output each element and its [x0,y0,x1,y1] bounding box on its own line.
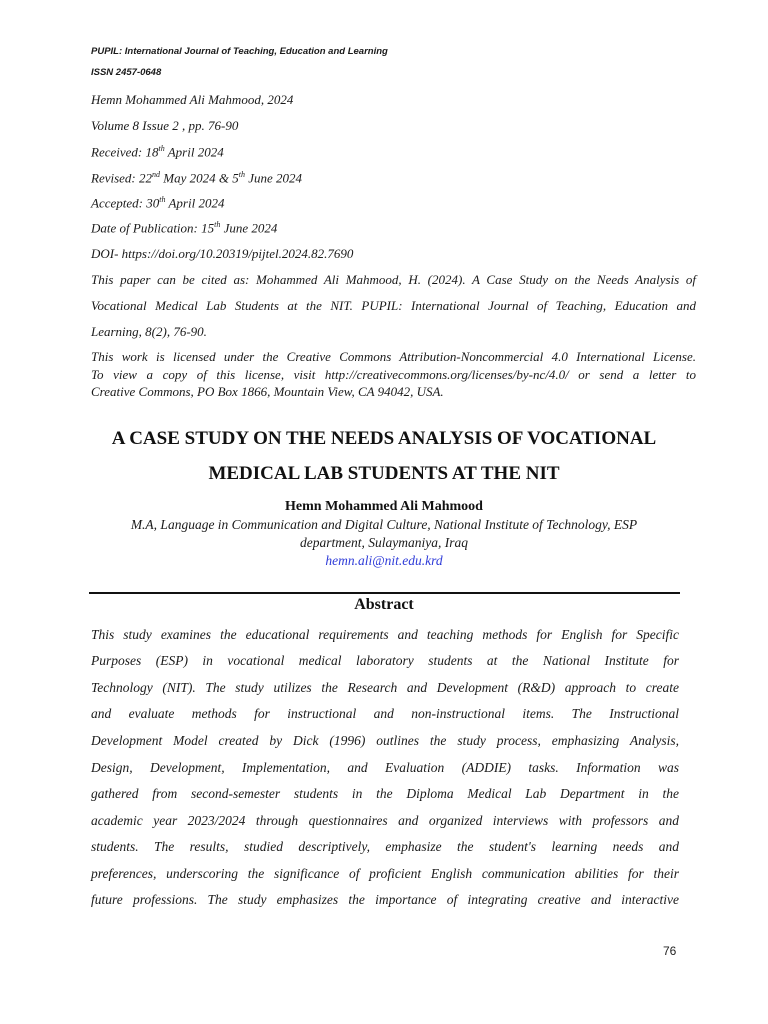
accepted-date: Accepted: 30th April 2024 [91,195,225,211]
abstract-line: Design, Development, Implementation, and Evaluation (ADDIE) tasks. Information was [91,760,679,775]
title-line: MEDICAL LAB STUDENTS AT THE NIT [208,463,560,484]
doi: DOI- https://doi.org/10.20319/pijtel.2024.82.7690 [91,246,354,261]
abstract-line: preferences, underscoring the significance of proficient English communication abilities for their [91,866,679,881]
section-divider [89,592,680,594]
citation-line: Learning, 8(2), 76-90. [91,324,207,339]
citation-line: This paper can be cited as: Mohammed Ali Mahmood, H. (2024). A Case Study on the Needs Analysis of [91,272,696,287]
abstract-line: This study examines the educational requirements and teaching methods for English for Specific [91,627,679,642]
affiliation-line: M.A, Language in Communication and Digital Culture, National Institute of Technology, ESP [130,517,638,532]
author-name: Hemn Mohammed Ali Mahmood [285,499,483,514]
volume-issue: Volume 8 Issue 2 , pp. 76-90 [91,118,239,133]
license-line: This work is licensed under the Creative Commons Attribution-Noncommercial 4.0 International License. [91,349,696,364]
abstract-line: students. The results, studied descriptively, emphasize the student's learning needs and [91,839,679,854]
title-line: A CASE STUDY ON THE NEEDS ANALYSIS OF VOCATIONAL [111,428,657,449]
affiliation-line: department, Sulaymaniya, Iraq [300,535,468,550]
abstract-line: gathered from second-semester students in the Diploma Medical Lab Department in the [91,786,679,801]
journal-name: PUPIL: International Journal of Teaching, Education and Learning [91,46,388,57]
abstract-line: and evaluate methods for instructional and non-instructional items. The Instructional [91,706,679,721]
abstract-line: Technology (NIT). The study utilizes the Research and Development (R&D) approach to create [91,680,679,695]
author-year: Hemn Mohammed Ali Mahmood, 2024 [91,92,294,107]
page-number: 76 [663,944,677,958]
abstract-line: academic year 2023/2024 through questionnaires and organized interviews with professors and [91,813,679,828]
issn: ISSN 2457-0648 [91,67,162,78]
abstract-heading: Abstract [354,596,414,613]
license-line: To view a copy of this license, visit http://creativecommons.org/licenses/by-nc/4.0/ or send a letter to [91,367,696,382]
received-date: Received: 18th April 2024 [91,144,224,160]
author-email-link[interactable]: hemn.ali@nit.edu.krd [325,553,443,568]
publication-date: Date of Publication: 15th June 2024 [91,220,278,236]
revised-date: Revised: 22nd May 2024 & 5th June 2024 [91,170,303,186]
citation-line: Vocational Medical Lab Students at the NIT. PUPIL: International Journal of Teaching, Education and [91,298,696,313]
abstract-line: Purposes (ESP) in vocational medical laboratory students at the National Institute for [91,653,679,668]
abstract-line: future professions. The study emphasizes the importance of integrating creative and interactive [91,892,679,907]
abstract-line: Development Model created by Dick (1996) outlines the study process, emphasizing Analysis, [91,733,679,748]
license-line: Creative Commons, PO Box 1866, Mountain View, CA 94042, USA. [91,384,444,399]
